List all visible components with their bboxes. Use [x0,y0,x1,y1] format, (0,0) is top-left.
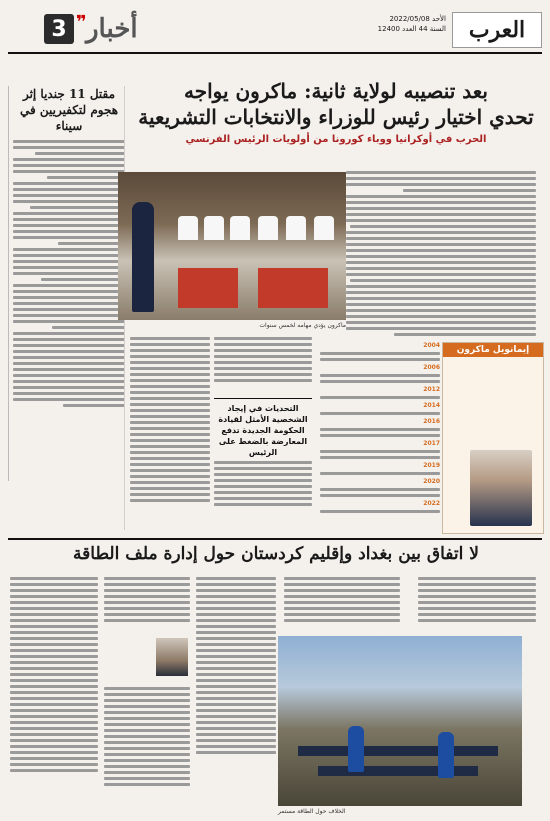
lead-body-column-4 [350,222,440,309]
second-story-headline: لا اتفاق بين بغداد وإقليم كردستان حول إدارة ملف الطاقة [73,544,479,564]
headline-line-1: بعد تنصيبه لولاية ثانية: ماكرون يواجه [183,79,488,103]
pull-quote: التحديات في إيجاد الشخصية الأمثل لقيادة الحكومة الجديدة تدفع المعارضة بالضغط على الرئيس [214,398,312,463]
timeline-year: 2012 [423,386,440,393]
page-number: 3 [44,14,74,44]
side-story-headline: مقتل 11 جنديا إثر هجوم لتكفيريين في سيناء [19,87,119,133]
second-story-photo [278,636,522,806]
second-story-column-3 [196,574,276,757]
timeline-year: 2004 [423,342,440,349]
timeline-year: 2006 [423,364,440,371]
newspaper-logo: العرب [452,12,542,48]
lead-body-column-2 [214,334,312,385]
lead-photo [118,172,346,320]
lead-body-column-3 [214,458,312,509]
date-text: الأحد 2022/05/08 [389,15,446,23]
second-story-column-5 [104,684,190,789]
second-story-column-2 [284,574,400,625]
subheadline: الحرب في أوكرانيا ووباء كورونا من أولويات الرئيس الفرنسي [185,134,487,145]
macron-portrait [470,450,532,526]
timeline-year: 2014 [423,402,440,409]
section-title: أخبار [86,14,138,44]
dateline [378,14,446,34]
side-story [8,86,125,481]
timeline [320,342,440,532]
second-story-column-4 [104,574,190,625]
lead-headline [136,78,536,145]
timeline-year: 2016 [423,418,440,425]
profile-box-title: إيمانويل ماكرون [443,343,543,357]
quote-mark-icon: ❞ [76,12,87,33]
second-story-column-6 [10,574,98,775]
issue-text: السنة 44 العدد 12400 [377,25,446,33]
official-portrait [156,638,188,676]
timeline-year: 2019 [423,462,440,469]
second-story-photo-caption: الخلاف حول الطاقة مستمر [278,808,346,815]
timeline-year: 2017 [423,440,440,447]
lead-photo-caption: ماكرون يؤدي مهامه لخمس سنوات [259,322,346,329]
headline-line-2: تحدي اختيار رئيس للوزراء والانتخابات التشريعية [138,105,534,129]
second-story-column-1 [418,574,536,625]
divider [8,538,542,540]
side-story-body [13,140,125,407]
lead-body-column-1 [130,334,210,505]
timeline-year: 2020 [423,478,440,485]
timeline-year: 2022 [423,500,440,507]
masthead [8,8,542,54]
